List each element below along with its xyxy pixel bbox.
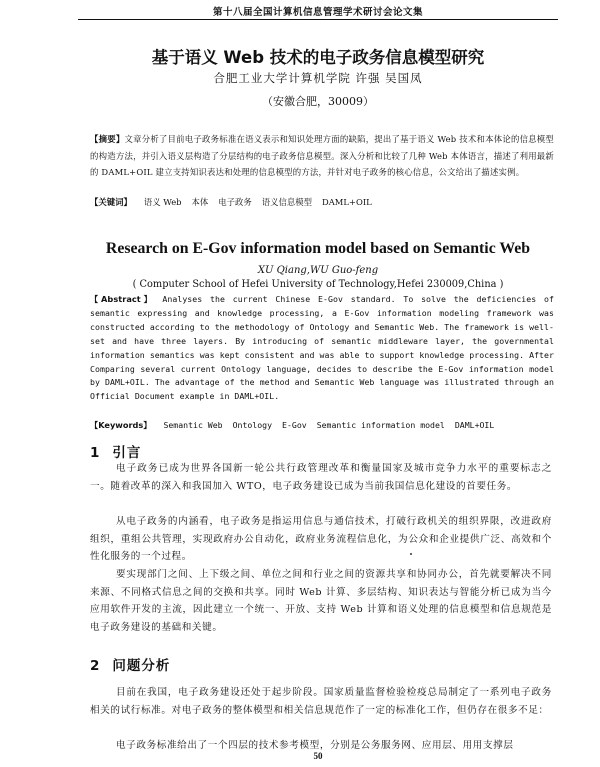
header-rule — [78, 19, 558, 20]
keywords-en — [90, 420, 554, 431]
keywords-cn-label: 【关键词】 — [90, 197, 132, 207]
abstract-en-label: 【Abstract】 — [90, 294, 155, 304]
section-1-paragraph: 从电子政务的内涵看，电子政务是指运用信息与通信技术，打破行政机关的组织界限，改进政府组织，重组公共管理，实现政府办公自动化，政府业务流程信息化，为公众和企业提供广泛、高效和个性化服务的一个过程。 — [90, 516, 552, 562]
section-1-paragraph: 要实现部门之间、上下级之间、单位之间和行业之间的资源共享和协同办公，首先就要解决不同来源、不同格式信息之间的交换和共享。同时 Web 计算、多层结构、知识表达与智能分析已成为当今应用软件开发的主流，因此建立一个统一、开放、支持 Web 计算和语义处理的信息模型和信息规范是电子政务建设的基础和关键。 — [90, 569, 552, 633]
section-number: 1 — [90, 445, 101, 461]
keywords-cn — [90, 196, 554, 208]
abstract-en-text: Analyses the current Chinese E-Gov standard. To solve the deficiencies of semantic expressing and knowledge processing, a E-Gov information modeling framework was constructed according to the methodology of Ontology and Semantic Web. The framework is well-set and have three layers. By introducing of semantic middleware layer, the governmental information semantics was kept consistent and was able to support knowledge processing. After Comparing several current Ontology language, decides to describe the E-Gov information model by DAML+OIL. The advantage of the method and Semantic Web language was illustrated through an Official Document example in DAML+OIL. — [90, 294, 554, 402]
section-2-paragraph: 目前在我国，电子政务建设还处于起步阶段。国家质量监督检验检疫总局制定了一系列电子政务相关的试行标准。对电子政务的整体模型和相关信息规范作了一定的标准化工作，但仍存在很多不足： — [90, 687, 552, 716]
section-number: 2 — [90, 658, 101, 674]
section-1-paragraph: 电子政务已成为世界各国新一轮公共行政管理改革和衡量国家及城市竞争力水平的重要标志之一。随着改革的深入和我国加入 WTO，电子政务建设已成为当前我国信息化建设的首要任务。 — [90, 463, 552, 492]
section-title: 引言 — [112, 445, 142, 461]
authors-en: XU Qiang,WU Guo-feng — [257, 265, 379, 276]
keyword-cn: 电子政务 — [218, 197, 252, 207]
scan-speck — [410, 553, 412, 555]
title-en: Research on E-Gov information model based on Semantic Web — [105, 240, 531, 257]
abstract-cn — [90, 131, 554, 181]
section-title: 问题分析 — [112, 658, 171, 674]
section-1-heading — [90, 441, 141, 461]
keyword-cn: 语义信息模型 — [261, 197, 313, 207]
affiliation-en: ( Computer School of Hefei University of Technology,Hefei 230009,China ) — [132, 279, 504, 290]
keyword-en: Semantic Web — [163, 420, 223, 430]
keywords-en-label: 【Keywords】 — [90, 420, 152, 430]
title-cn: 基于语义 Web 技术的电子政务信息模型研究 — [151, 48, 485, 67]
abstract-cn-text: 文章分析了目前电子政务标准在语义表示和知识处理方面的缺陷，提出了基于语义 Web 技术和本体论的信息模型的构造方法，并引入语义层构造了分层结构的电子政务信息模型。深入分析和比较了几种 Web 本体语言，描述了利用最新的 DAML+OIL 建立支持知识表达和处理的信息模型的方法，并针对电子政务的核心信息，公文给出了描述实例。 — [90, 134, 554, 177]
keyword-en: E-Gov — [282, 420, 307, 430]
abstract-cn-label: 【摘要】 — [90, 134, 125, 144]
keyword-cn: DAML+OIL — [322, 197, 372, 207]
section-2-heading — [90, 654, 170, 674]
keyword-cn: 语义 Web — [143, 197, 182, 207]
affiliation-cn: （安徽合肥，30009） — [262, 95, 374, 108]
running-header: 第十八届全国计算机信息管理学术研讨会论文集 — [212, 7, 423, 18]
authors-cn: 合肥工业大学计算机学院 许强 吴国凤 — [213, 71, 423, 85]
keyword-en: DAML+OIL — [454, 420, 495, 430]
abstract-en — [90, 293, 554, 404]
keyword-cn: 本体 — [191, 197, 209, 207]
keyword-en: Ontology — [232, 420, 273, 430]
page-number: 50 — [313, 751, 323, 761]
section-2-paragraph: 电子政务标准给出了一个四层的技术参考模型，分别是公务服务网、应用层、用用支撑层 — [116, 740, 514, 751]
keyword-en: Semantic information model — [316, 420, 445, 430]
